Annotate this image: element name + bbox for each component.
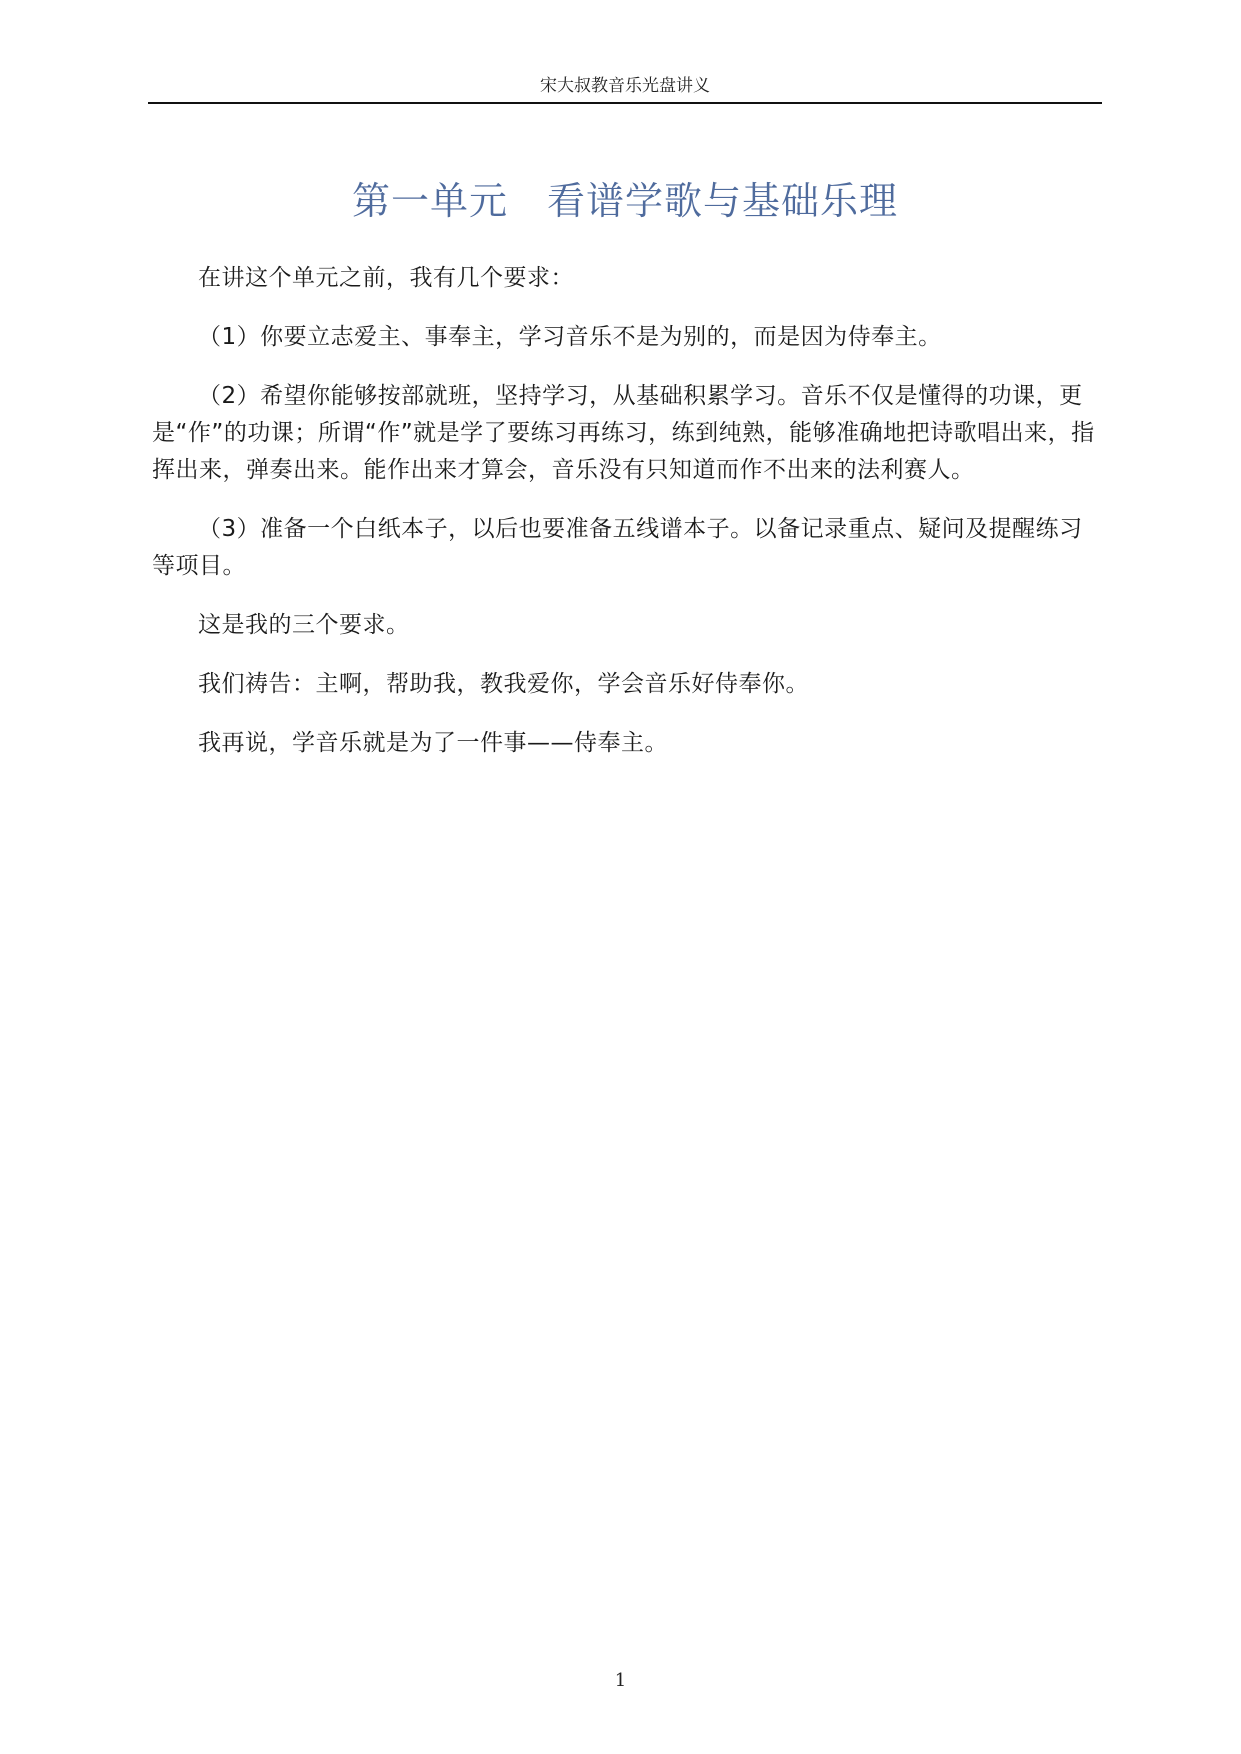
unit-title: 第一单元 看谱学歌与基础乐理 xyxy=(351,179,898,223)
page-number: 1 xyxy=(614,1670,627,1691)
paragraph-requirement-1: （1）你要立志爱主、事奉主，学习音乐不是为别的，而是因为侍奉主。 xyxy=(198,324,942,350)
paragraph-prayer: 我们祷告：主啊，帮助我，教我爱你，学会音乐好侍奉你。 xyxy=(198,671,809,697)
paragraph-closing: 我再说，学音乐就是为了一件事——侍奉主。 xyxy=(198,730,668,756)
paragraph-requirement-2: （2）希望你能够按部就班，坚持学习，从基础积累学习。音乐不仅是懂得的功课，更是“作”的功课；所谓“作”就是学了要练习再练习，练到纯熟，能够准确地把诗歌唱出来，指挥出来，弹奏出来。能作出来才算会，音乐没有只知道而作不出来的法利赛人。 xyxy=(152,383,1095,483)
running-header xyxy=(148,70,1102,104)
paragraph-requirement-3: （3）准备一个白纸本子，以后也要准备五线谱本子。以备记录重点、疑问及提醒练习等项目。 xyxy=(152,516,1083,579)
running-header-title: 宋大叔教音乐光盘讲义 xyxy=(540,76,710,96)
document-body xyxy=(152,168,1098,784)
paragraph-summary: 这是我的三个要求。 xyxy=(198,612,410,638)
paragraph-intro: 在讲这个单元之前，我有几个要求： xyxy=(198,265,574,291)
